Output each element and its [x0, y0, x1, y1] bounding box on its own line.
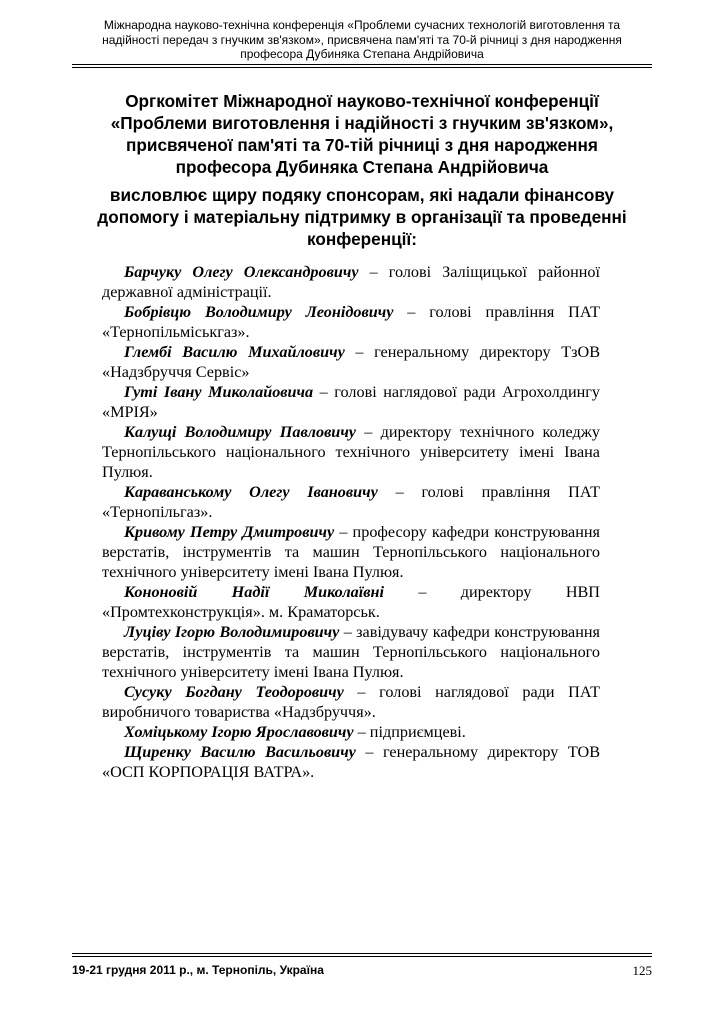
running-header — [72, 18, 652, 62]
sponsor-name: Гуті Івану Миколайовича — [124, 383, 314, 401]
sponsor-name: Бобрівцю Володимиру Леонідовичу — [124, 303, 394, 321]
sponsor-entry — [102, 422, 600, 482]
sponsor-entry — [102, 382, 600, 422]
page-title — [100, 90, 624, 178]
acknowledgement-statement — [92, 184, 632, 250]
sponsor-role: – генеральному директору ТОВ «ОСП КОРПОРАЦІЯ ВАТРА». — [102, 743, 600, 781]
sponsor-name: Луціву Ігорю Володимировичу — [124, 623, 340, 641]
page-number: 125 — [632, 963, 652, 978]
subtitle-line: допомогу і матеріальну підтримку в організації та проведенні — [97, 207, 627, 227]
sponsor-name: Барчуку Олегу Олександровичу — [124, 263, 359, 281]
sponsor-name: Караванському Олегу Івановичу — [124, 483, 378, 501]
title-line: «Проблеми виготовлення і надійності з гнучким зв'язком», — [110, 113, 614, 133]
sponsor-entry — [102, 342, 600, 382]
sponsor-role: – генеральному директору ТзОВ «Надзбруччя Сервіс» — [102, 343, 600, 381]
footer-divider-thin — [72, 953, 652, 954]
sponsor-role: – голові наглядової ради Агрохолдингу «МРІЯ» — [102, 383, 600, 421]
footer-divider — [72, 956, 652, 957]
header-line: Міжнародна науково-технічна конференція «Проблеми сучасних технологій виготовлення та — [103, 18, 621, 32]
title-line: присвяченої пам'яті та 70-тій річниці з дня народження — [126, 135, 598, 155]
subtitle-line: висловлює щиру подяку спонсорам, які надали фінансову — [109, 185, 615, 205]
sponsor-role: – професору кафедри конструювання верстатів, інструментів та машин Тернопільського національного технічного університету імені Івана Пулюя. — [102, 523, 600, 581]
header-line: професора Дубиняка Степана Андрійовича — [240, 47, 484, 61]
sponsor-entry — [102, 722, 600, 742]
sponsor-entry — [102, 582, 600, 622]
sponsor-role: – директору НВП «Промтехконструкція». м. Краматорськ. — [102, 583, 600, 621]
sponsor-entry — [102, 622, 600, 682]
sponsor-name: Калущі Володимиру Павловичу — [124, 423, 356, 441]
sponsor-name: Кривому Петру Дмитровичу — [124, 523, 335, 541]
sponsor-name: Глембі Василю Михайловичу — [124, 343, 345, 361]
sponsor-role: – голові Заліщицької районної державної адміністрації. — [102, 263, 600, 301]
sponsor-entry — [102, 522, 600, 582]
sponsor-entry — [102, 482, 600, 522]
header-divider-thin — [72, 67, 652, 68]
sponsor-list — [102, 262, 600, 782]
header-divider — [72, 64, 652, 65]
sponsor-entry — [102, 742, 600, 782]
sponsor-role: – підприємцеві. — [353, 723, 466, 741]
footer-event-info: 19-21 грудня 2011 р., м. Тернопіль, Україна — [72, 963, 324, 977]
sponsor-role: – директору технічного коледжу Тернопільського національного технічного університету імені Івана Пулюя. — [102, 423, 600, 481]
sponsor-entry — [102, 302, 600, 342]
header-line: надійності передач з гнучким зв'язком», присвячена пам'яті та 70-й річниці з дня народження — [102, 32, 622, 47]
sponsor-role: – завідувачу кафедри конструювання верстатів, інструментів та машин Тернопільського національного технічного університету імені Івана Пулюя. — [102, 623, 601, 681]
title-line: Оргкомітет Міжнародної науково-технічної конференції — [125, 91, 599, 111]
sponsor-name: Щиренку Василю Васильовичу — [124, 743, 356, 761]
title-line: професора Дубиняка Степана Андрійовича — [175, 157, 549, 177]
sponsor-name: Сусуку Богдану Теодоровичу — [124, 683, 344, 701]
sponsor-role: – голові правління ПАТ «Тернопільгаз». — [102, 483, 600, 521]
subtitle-line: конференції: — [307, 229, 417, 249]
sponsor-role: – голові правління ПАТ «Тернопільміськгаз». — [102, 303, 600, 341]
sponsor-name: Кононовій Надії Миколаївні — [124, 583, 384, 601]
sponsor-name: Хоміцькому Ігорю Ярославовичу — [124, 723, 354, 741]
sponsor-role: – голові наглядової ради ПАТ виробничого товариства «Надзбруччя». — [102, 683, 600, 721]
sponsor-entry — [102, 682, 600, 722]
sponsor-entry — [102, 262, 600, 302]
